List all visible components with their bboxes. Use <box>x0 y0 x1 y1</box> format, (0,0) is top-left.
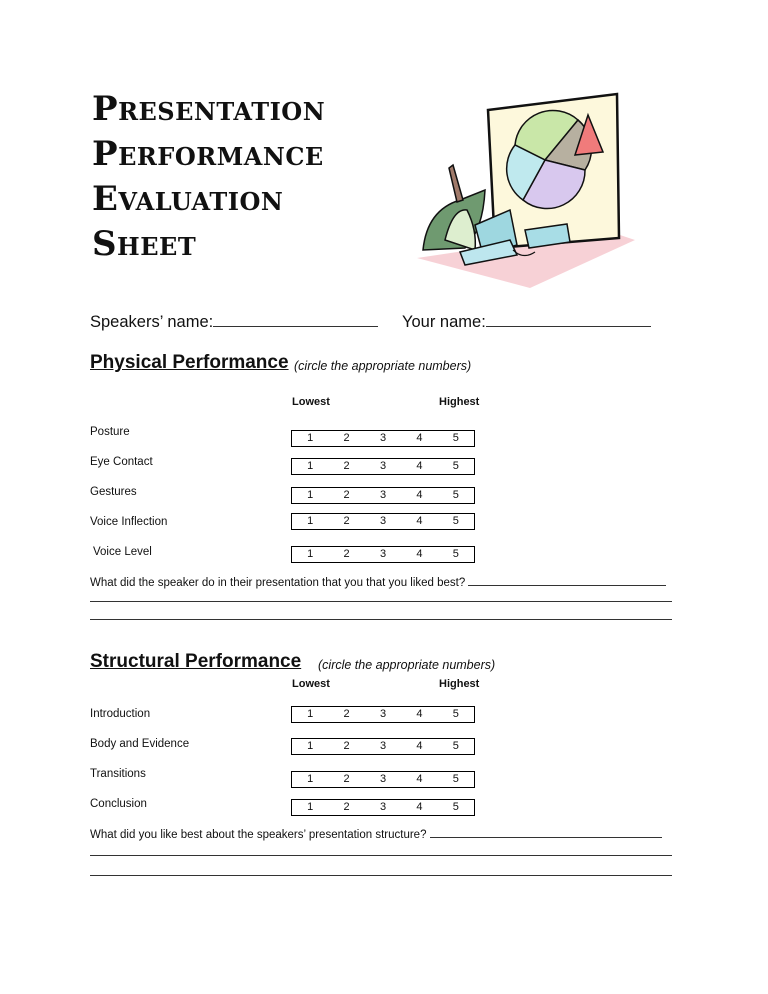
rating-option[interactable]: 1 <box>307 489 314 501</box>
rating-option[interactable]: 3 <box>379 460 387 472</box>
physical-question-text: What did the speaker do in their presentation that you that you liked best? <box>90 577 466 589</box>
title-line-3: Evaluation <box>92 179 284 219</box>
title-line-4: Sheet <box>92 224 197 264</box>
structural-answer-line[interactable] <box>90 875 672 876</box>
rating-option[interactable]: 3 <box>379 740 387 752</box>
rating-option[interactable]: 1 <box>307 460 314 472</box>
rating-option[interactable]: 1 <box>307 515 314 527</box>
your-name-field[interactable] <box>402 313 651 332</box>
criterion-conclusion: Conclusion <box>90 798 147 810</box>
rating-option[interactable]: 5 <box>452 460 459 472</box>
rating-option[interactable]: 3 <box>379 708 387 720</box>
rating-option[interactable]: 4 <box>416 773 423 785</box>
title-line-1: Presentation <box>92 89 326 129</box>
rating-option[interactable]: 1 <box>307 773 314 785</box>
rating-option[interactable]: 5 <box>452 708 459 720</box>
physical-performance-heading: Physical Performance <box>90 352 289 373</box>
rating-option[interactable]: 5 <box>452 801 459 813</box>
rating-option[interactable]: 3 <box>379 548 387 560</box>
speaker-name-field[interactable] <box>90 313 378 332</box>
rating-option[interactable]: 4 <box>416 460 423 472</box>
rating-scale-conclusion[interactable] <box>291 799 475 816</box>
rating-option[interactable]: 3 <box>379 801 387 813</box>
physical-answer-line[interactable] <box>90 601 672 602</box>
rating-option[interactable]: 1 <box>307 708 314 720</box>
rating-option[interactable]: 3 <box>379 773 387 785</box>
rating-option[interactable]: 1 <box>307 432 314 444</box>
criterion-posture: Posture <box>90 426 130 438</box>
rating-option[interactable]: 2 <box>343 740 350 752</box>
rating-scale-voice-level[interactable] <box>291 546 475 563</box>
rating-option[interactable]: 4 <box>416 708 423 720</box>
speaker-name-blank[interactable] <box>213 314 378 327</box>
structural-performance-heading: Structural Performance <box>90 651 302 672</box>
structural-answer-line[interactable] <box>90 855 672 856</box>
rating-option[interactable]: 4 <box>416 515 423 527</box>
physical-instruction-note: (circle the appropriate numbers) <box>294 359 472 373</box>
structural-question <box>90 827 662 841</box>
rating-option[interactable]: 3 <box>379 489 387 501</box>
rating-scale-posture[interactable] <box>291 430 475 447</box>
rating-option[interactable]: 4 <box>416 548 423 560</box>
rating-option[interactable]: 5 <box>452 432 459 444</box>
criterion-transitions: Transitions <box>90 768 146 780</box>
your-name-blank[interactable] <box>486 314 651 327</box>
criterion-voice-inflection: Voice Inflection <box>90 516 168 528</box>
rating-option[interactable]: 1 <box>307 740 314 752</box>
rating-option[interactable]: 2 <box>343 773 350 785</box>
criterion-introduction: Introduction <box>90 708 151 720</box>
rating-option[interactable]: 2 <box>343 548 350 560</box>
rating-option[interactable]: 1 <box>307 548 314 560</box>
speaker-name-label: Speakers’ name: <box>90 313 214 331</box>
structural-answer-blank[interactable] <box>430 827 662 838</box>
rating-option[interactable]: 5 <box>452 489 459 501</box>
criterion-eye-contact: Eye Contact <box>90 456 153 468</box>
criterion-voice-level: Voice Level <box>93 546 152 558</box>
rating-scale-transitions[interactable] <box>291 771 475 788</box>
rating-option[interactable]: 2 <box>343 708 350 720</box>
structural-lowest-label: Lowest <box>292 678 330 690</box>
structural-question-text: What did you like best about the speakers’ presentation structure? <box>90 829 427 841</box>
rating-option[interactable]: 4 <box>416 801 423 813</box>
rating-option[interactable]: 1 <box>307 801 314 813</box>
structural-instruction-note: (circle the appropriate numbers) <box>318 658 496 672</box>
physical-answer-line[interactable] <box>90 619 672 620</box>
physical-highest-label: Highest <box>439 396 480 408</box>
criterion-gestures: Gestures <box>90 486 137 498</box>
rating-scale-body-and-evidence[interactable] <box>291 738 475 755</box>
rating-scale-introduction[interactable] <box>291 706 475 723</box>
rating-option[interactable]: 2 <box>343 489 350 501</box>
rating-scale-gestures[interactable] <box>291 487 475 504</box>
rating-option[interactable]: 2 <box>343 432 350 444</box>
rating-scale-eye-contact[interactable] <box>291 458 475 475</box>
rating-option[interactable]: 5 <box>452 548 459 560</box>
physical-answer-blank[interactable] <box>468 575 666 586</box>
rating-option[interactable]: 5 <box>452 773 459 785</box>
rating-scale-voice-inflection[interactable] <box>291 513 475 530</box>
rating-option[interactable]: 5 <box>452 515 459 527</box>
title-line-2: Performance <box>92 134 324 174</box>
physical-lowest-label: Lowest <box>292 396 330 408</box>
rating-option[interactable]: 4 <box>416 432 423 444</box>
your-name-label: Your name: <box>402 313 486 331</box>
rating-option[interactable]: 2 <box>343 515 350 527</box>
rating-option[interactable]: 4 <box>416 740 423 752</box>
rating-option[interactable]: 3 <box>379 515 387 527</box>
rating-option[interactable]: 3 <box>379 432 387 444</box>
rating-option[interactable]: 2 <box>343 460 350 472</box>
rating-option[interactable]: 5 <box>452 740 459 752</box>
physical-question <box>90 575 666 589</box>
rating-option[interactable]: 2 <box>343 801 350 813</box>
rating-option[interactable]: 4 <box>416 489 423 501</box>
structural-highest-label: Highest <box>439 678 480 690</box>
presentation-clipart-icon <box>405 90 645 295</box>
criterion-body-and-evidence: Body and Evidence <box>90 738 190 750</box>
